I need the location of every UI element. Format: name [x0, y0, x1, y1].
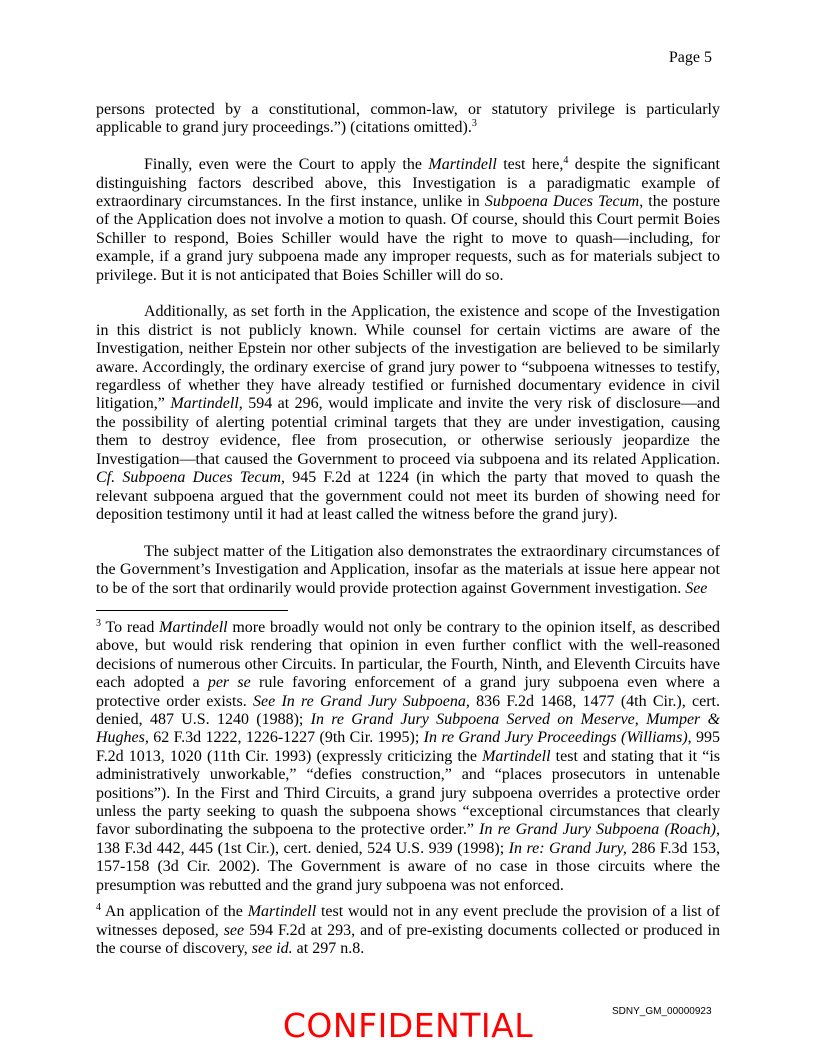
bates-number: SDNY_GM_00000923 — [612, 1006, 712, 1017]
footnote-ref-4[interactable]: 4 — [563, 155, 569, 167]
paragraph-martindell-test: Finally, even were the Court to apply the Martindell test here,$^4$ despite the significant distinguishing factors described above, this Investigation is a paradigmatic example of extraordinary circumstances. In the first instance, unlike in Subpoena Duces Tecum, the posture of the Application does not involve a motion to quash. Of course, should this Court permit Boies Schiller to respond, Boies Schiller would have the right to move to quash—including, for example, if a grand jury subpoena made any improper requests, such as for materials subject to privilege. But it is not anticipated that Boies Schiller will do so. — [96, 155, 720, 284]
footnote-separator — [96, 610, 288, 611]
paragraph-continuation: persons protected by a constitutional, common-law, or statutory privilege is particularly applicable to grand jury proceedings.”) (citations omitted).$^3$ — [96, 101, 720, 137]
paragraph-subject-matter: The subject matter of the Litigation also demonstrates the extraordinary circumstances of the Government’s Investigation and Application, insofar as the materials at issue here appear not to be of the sort that ordinarily would provide protection against Government investigation. See — [96, 542, 720, 597]
confidential-stamp: CONFIDENTIAL — [282, 1006, 534, 1045]
footnote-4: $^4$ An application of the Martindell test would not in any event preclude the provision of a list of witnesses deposed, see 594 F.2d at 293, and of pre-existing documents collected or produced in the course of discovery, see id. at 297 n.8. — [96, 902, 721, 957]
footnote-ref-3[interactable]: 3 — [471, 118, 477, 130]
paragraph-investigation-secrecy: Additionally, as set forth in the Application, the existence and scope of the Investigation in this district is not publicly known. While counsel for certain victims are aware of the Investigation, neither Epstein nor other subjects of the investigation are believed to be similarly aware. Accordingly, the ordinary exercise of grand jury power to “subpoena witnesses to testify, regardless of whether they have already testified or furnished documentary evidence in civil litigation,” Martindell, 594 at 296, would implicate and invite the very risk of disclosure—and the possibility of alerting potential criminal targets that they are under investigation, causing them to destroy evidence, flee from prosecution, or otherwise seriously jeopardize the Investigation—that caused the Government to proceed via subpoena and its related Application. Cf. Subpoena Duces Tecum, 945 F.2d at 1224 (in which the party that moved to quash the relevant subpoena argued that the government could not meet its burden of showing need for deposition testimony until it had at least called the witness before the grand jury). — [96, 303, 721, 523]
page-number: Page 5 — [668, 49, 712, 66]
body-text — [96, 101, 720, 616]
footnote-3: $^3$ To read Martindell more broadly would not only be contrary to the opinion itself, as described above, but would risk rendering that opinion in even further conflict with the well-reasoned decisions of numerous other Circuits. In particular, the Fourth, Ninth, and Eleventh Circuits have each adopted a per se rule favoring enforcement of a grand jury subpoena even where a protective order exists. See In re Grand Jury Subpoena, 836 F.2d 1468, 1477 (4th Cir.), cert. denied, 487 U.S. 1240 (1988); In re Grand Jury Subpoena Served on Meserve, Mumper & Hughes, 62 F.3d 1222, 1226-1227 (9th Cir. 1995); In re Grand Jury Proceedings (Williams), 995 F.2d 1013, 1020 (11th Cir. 1993) (expressly criticizing the Martindell test and stating that it “is administratively unworkable,” “defies construction,” and “places prosecutors in untenable positions”). In the First and Third Circuits, a grand jury subpoena overrides a protective order unless the party seeking to quash the subpoena shows “exceptional circumstances that clearly favor subordinating the subpoena to the protective order.” In re Grand Jury Subpoena (Roach), 138 F.3d 442, 445 (1st Cir.), cert. denied, 524 U.S. 939 (1998); In re: Grand Jury, 286 F.3d 153, 157-158 (3d Cir. 2002). The Government is aware of no case in those circuits where the presumption was rebutted and the grand jury subpoena was not enforced. — [96, 618, 721, 894]
footnotes — [96, 619, 720, 966]
